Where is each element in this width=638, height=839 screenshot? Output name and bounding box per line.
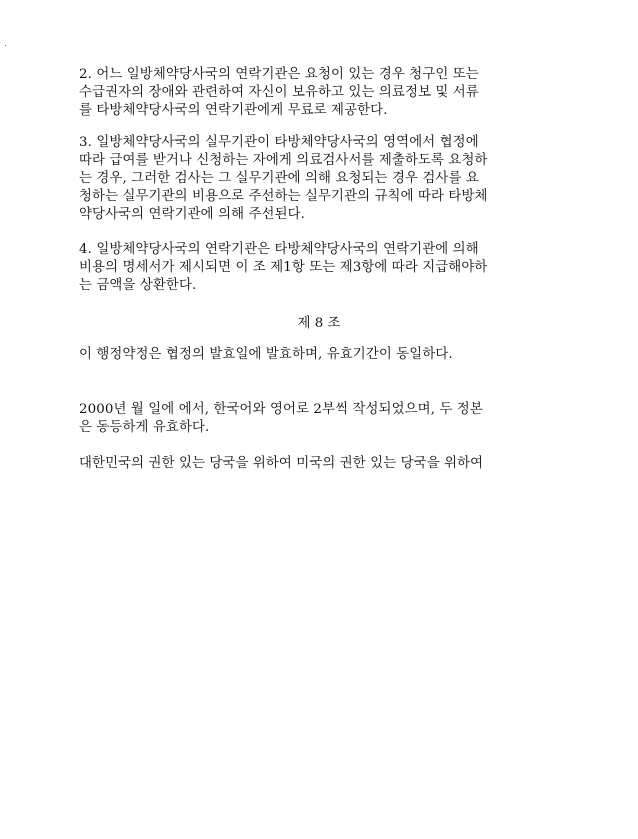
paragraph-3-line-5: 약당사국의 연락기관에 의해 주선된다. xyxy=(79,207,305,222)
paragraph-3-line-1: 3. 일방체약당사국의 실무기관이 타방체약당사국의 영역에서 협정에 xyxy=(79,135,479,150)
paragraph-2-line-3: 를 타방체약당사국의 연락기관에게 무료로 제공한다. xyxy=(79,103,388,118)
scan-speck xyxy=(5,45,6,46)
signing-line-1: 2000년 월 일에 에서, 한국어와 영어로 2부씩 작성되었으며, 두 정본 xyxy=(79,402,483,417)
paragraph-4-line-1: 4. 일방체약당사국의 연락기관은 타방체약당사국의 연락기관에 의해 xyxy=(79,242,479,257)
signatories-line: 대한민국의 권한 있는 당국을 위하여 미국의 권한 있는 당국을 위하여 xyxy=(79,456,484,471)
paragraph-3-line-2: 따라 급여를 받거나 신청하는 자에게 의료검사서를 제출하도록 요청하 xyxy=(79,153,488,168)
signing-line-2: 은 동등하게 유효하다. xyxy=(79,420,210,435)
paragraph-4-line-2: 비용의 명세서가 제시되면 이 조 제1항 또는 제3항에 따라 지급해야하 xyxy=(79,260,488,275)
article-8-text: 이 행정약정은 협정의 발효일에 발효하며, 유효기간이 동일하다. xyxy=(79,347,453,362)
paragraph-3-line-4: 청하는 실무기관의 비용으로 주선하는 실무기관의 규칙에 따라 타방체 xyxy=(79,189,488,204)
paragraph-2-line-1: 2. 어느 일방체약당사국의 연락기관은 요청이 있는 경우 청구인 또는 xyxy=(79,67,479,82)
article-8-heading: 제 8 조 xyxy=(297,316,341,331)
paragraph-3-line-3: 는 경우, 그러한 검사는 그 실무기관에 의해 요청되는 경우 검사를 요 xyxy=(79,171,479,186)
paragraph-4-line-3: 는 금액을 상환한다. xyxy=(79,278,197,293)
paragraph-2-line-2: 수급권자의 장애와 관련하여 자신이 보유하고 있는 의료정보 및 서류 xyxy=(79,85,479,100)
